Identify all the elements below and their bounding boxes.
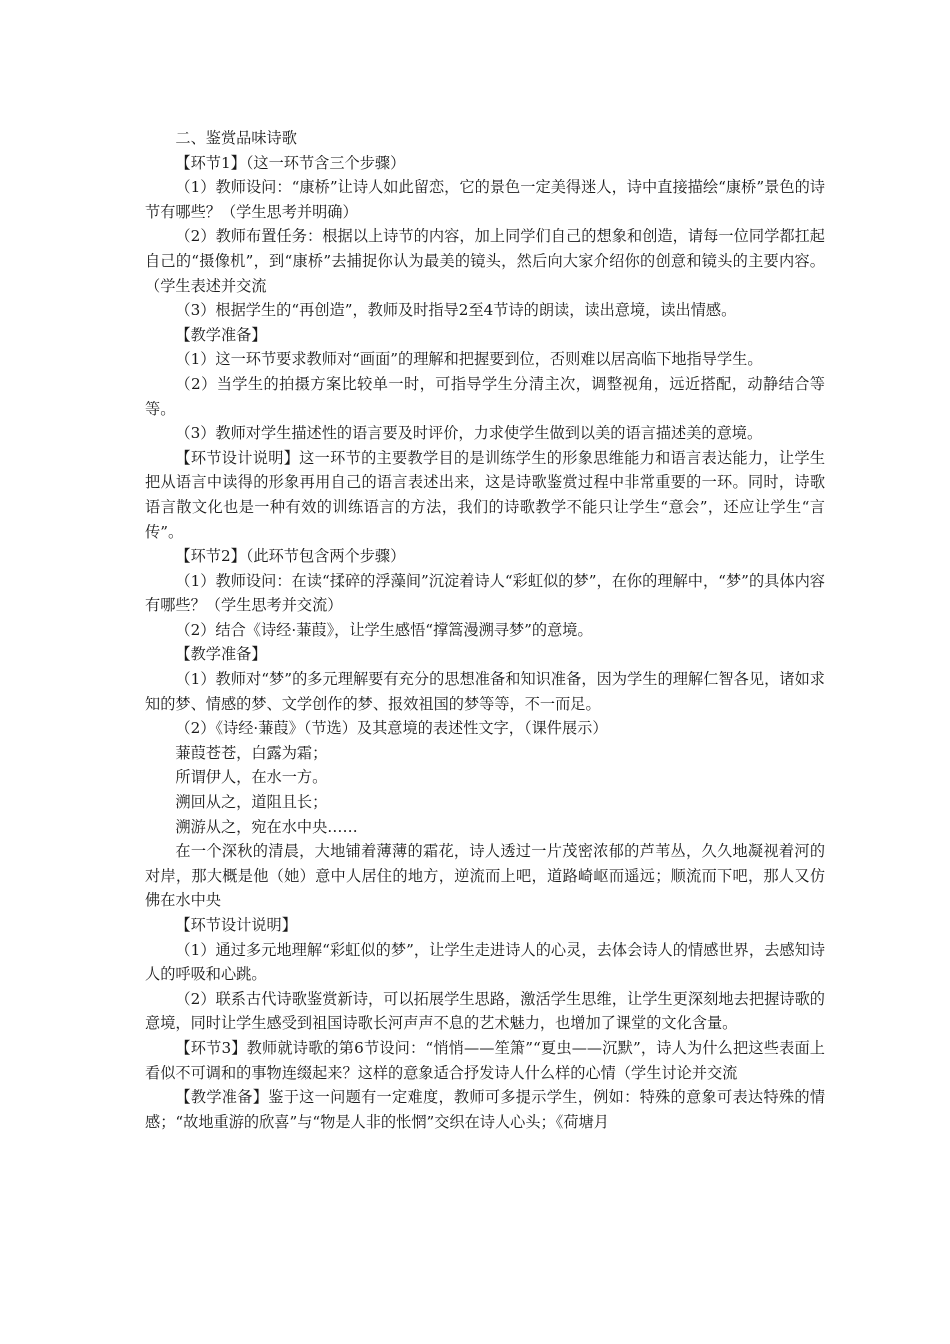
poem-line: 溯游从之，宛在水中央……: [175, 817, 358, 836]
paragraph: （3）教师对学生描述性的语言要及时评价，力求使学生做到以美的语言描述美的意境。: [175, 424, 763, 443]
section-heading: 二、鉴赏品味诗歌: [175, 129, 297, 147]
paragraph: 【环节设计说明】这一环节的主要教学目的是训练学生的形象思维能力和语言表达能力，让学生把从语言中读得的形象再用自己的语言表述出来，这是诗歌鉴赏过程中非常重要的一环。同时，诗歌语言散文化也是一种有效的训练语言的方法，我们的诗歌教学不能只让学生“意会”，还应让学生“言传”。: [145, 448, 825, 541]
paragraph: （2）联系古代诗歌鉴赏新诗，可以拓展学生思路，激活学生思维，让学生更深刻地去把握诗歌的意境，同时让学生感受到祖国诗歌长河声声不息的艺术魅力，也增加了课堂的文化含量。: [145, 989, 825, 1033]
paragraph: 在一个深秋的清晨，大地铺着薄薄的霜花，诗人透过一片茂密浓郁的芦苇丛，久久地凝视着河的对岸，那大概是他（她）意中人居住的地方，逆流而上吧，道路崎岖而遥远；顺流而下吧，那人又仿佛在水中央: [145, 842, 825, 910]
paragraph: （2）教师布置任务：根据以上诗节的内容，加上同学们自己的想象和创造，请每一位同学都扛起自己的“摄像机”，到“康桥”去捕捉你认为最美的镜头，然后向大家介绍你的创意和镜头的主要内容。（学生表述并交流: [145, 227, 825, 295]
paragraph: （1）这一环节要求教师对“画面”的理解和把握要到位，否则难以居高临下地指导学生。: [175, 350, 763, 369]
paragraph: 【教学准备】鉴于这一问题有一定难度，教师可多提示学生，例如：特殊的意象可表达特殊的情感；“故地重游的欣喜”与“物是人非的怅惘”交织在诗人心头；《荷塘月: [145, 1088, 825, 1131]
paragraph: （2）结合《诗经·蒹葭》，让学生感悟“撑篙漫溯寻梦”的意境。: [175, 620, 593, 639]
paragraph: （2）当学生的拍摄方案比较单一时，可指导学生分清主次，调整视角，远近搭配，动静结合等等。: [145, 374, 825, 418]
step-heading: 【环节1】（这一环节含三个步骤）: [175, 153, 406, 172]
paragraph: 【环节3】教师就诗歌的第6节设问：“悄悄——笙箫”“夏虫——沉默”，诗人为什么把这些表面上看似不可调和的事物连缀起来？这样的意象适合抒发诗人什么样的心情（学生讨论并交流: [145, 1038, 825, 1082]
paragraph: （2）《诗经·蒹葭》（节选）及其意境的表述性文字，（课件展示）: [175, 719, 608, 738]
subheading: 【教学准备】: [175, 645, 267, 664]
paragraph: （1）教师设问：“康桥”让诗人如此留恋，它的景色一定美得迷人，诗中直接描绘“康桥”景色的诗节有哪些？（学生思考并明确）: [145, 178, 825, 221]
subheading: 【教学准备】: [175, 325, 267, 344]
poem-line: 蒹葭苍苍，白露为霜；: [175, 743, 328, 762]
paragraph: （1）教师对“梦”的多元理解要有充分的思想准备和知识准备，因为学生的理解仁智各见，诸如求知的梦、情感的梦、文学创作的梦、报效祖国的梦等等，不一而足。: [145, 670, 825, 713]
poem-line: 溯回从之，道阻且长；: [175, 793, 328, 812]
paragraph: （1）通过多元地理解“彩虹似的梦”，让学生走进诗人的心灵，去体会诗人的情感世界，去感知诗人的呼吸和心跳。: [145, 940, 825, 984]
paragraph: （1）教师设问：在读“揉碎的浮藻间”沉淀着诗人“彩虹似的梦”，在你的理解中，“梦”的具体内容有哪些？（学生思考并交流）: [145, 571, 825, 615]
step-heading: 【环节2】（此环节包含两个步骤）: [175, 547, 406, 566]
subheading: 【环节设计说明】: [175, 916, 297, 934]
document-body: [145, 126, 825, 1134]
poem-line: 所谓伊人，在水一方。: [175, 768, 328, 787]
paragraph: （3）根据学生的“再创造”，教师及时指导2至4节诗的朗读，读出意境，读出情感。: [175, 301, 737, 320]
